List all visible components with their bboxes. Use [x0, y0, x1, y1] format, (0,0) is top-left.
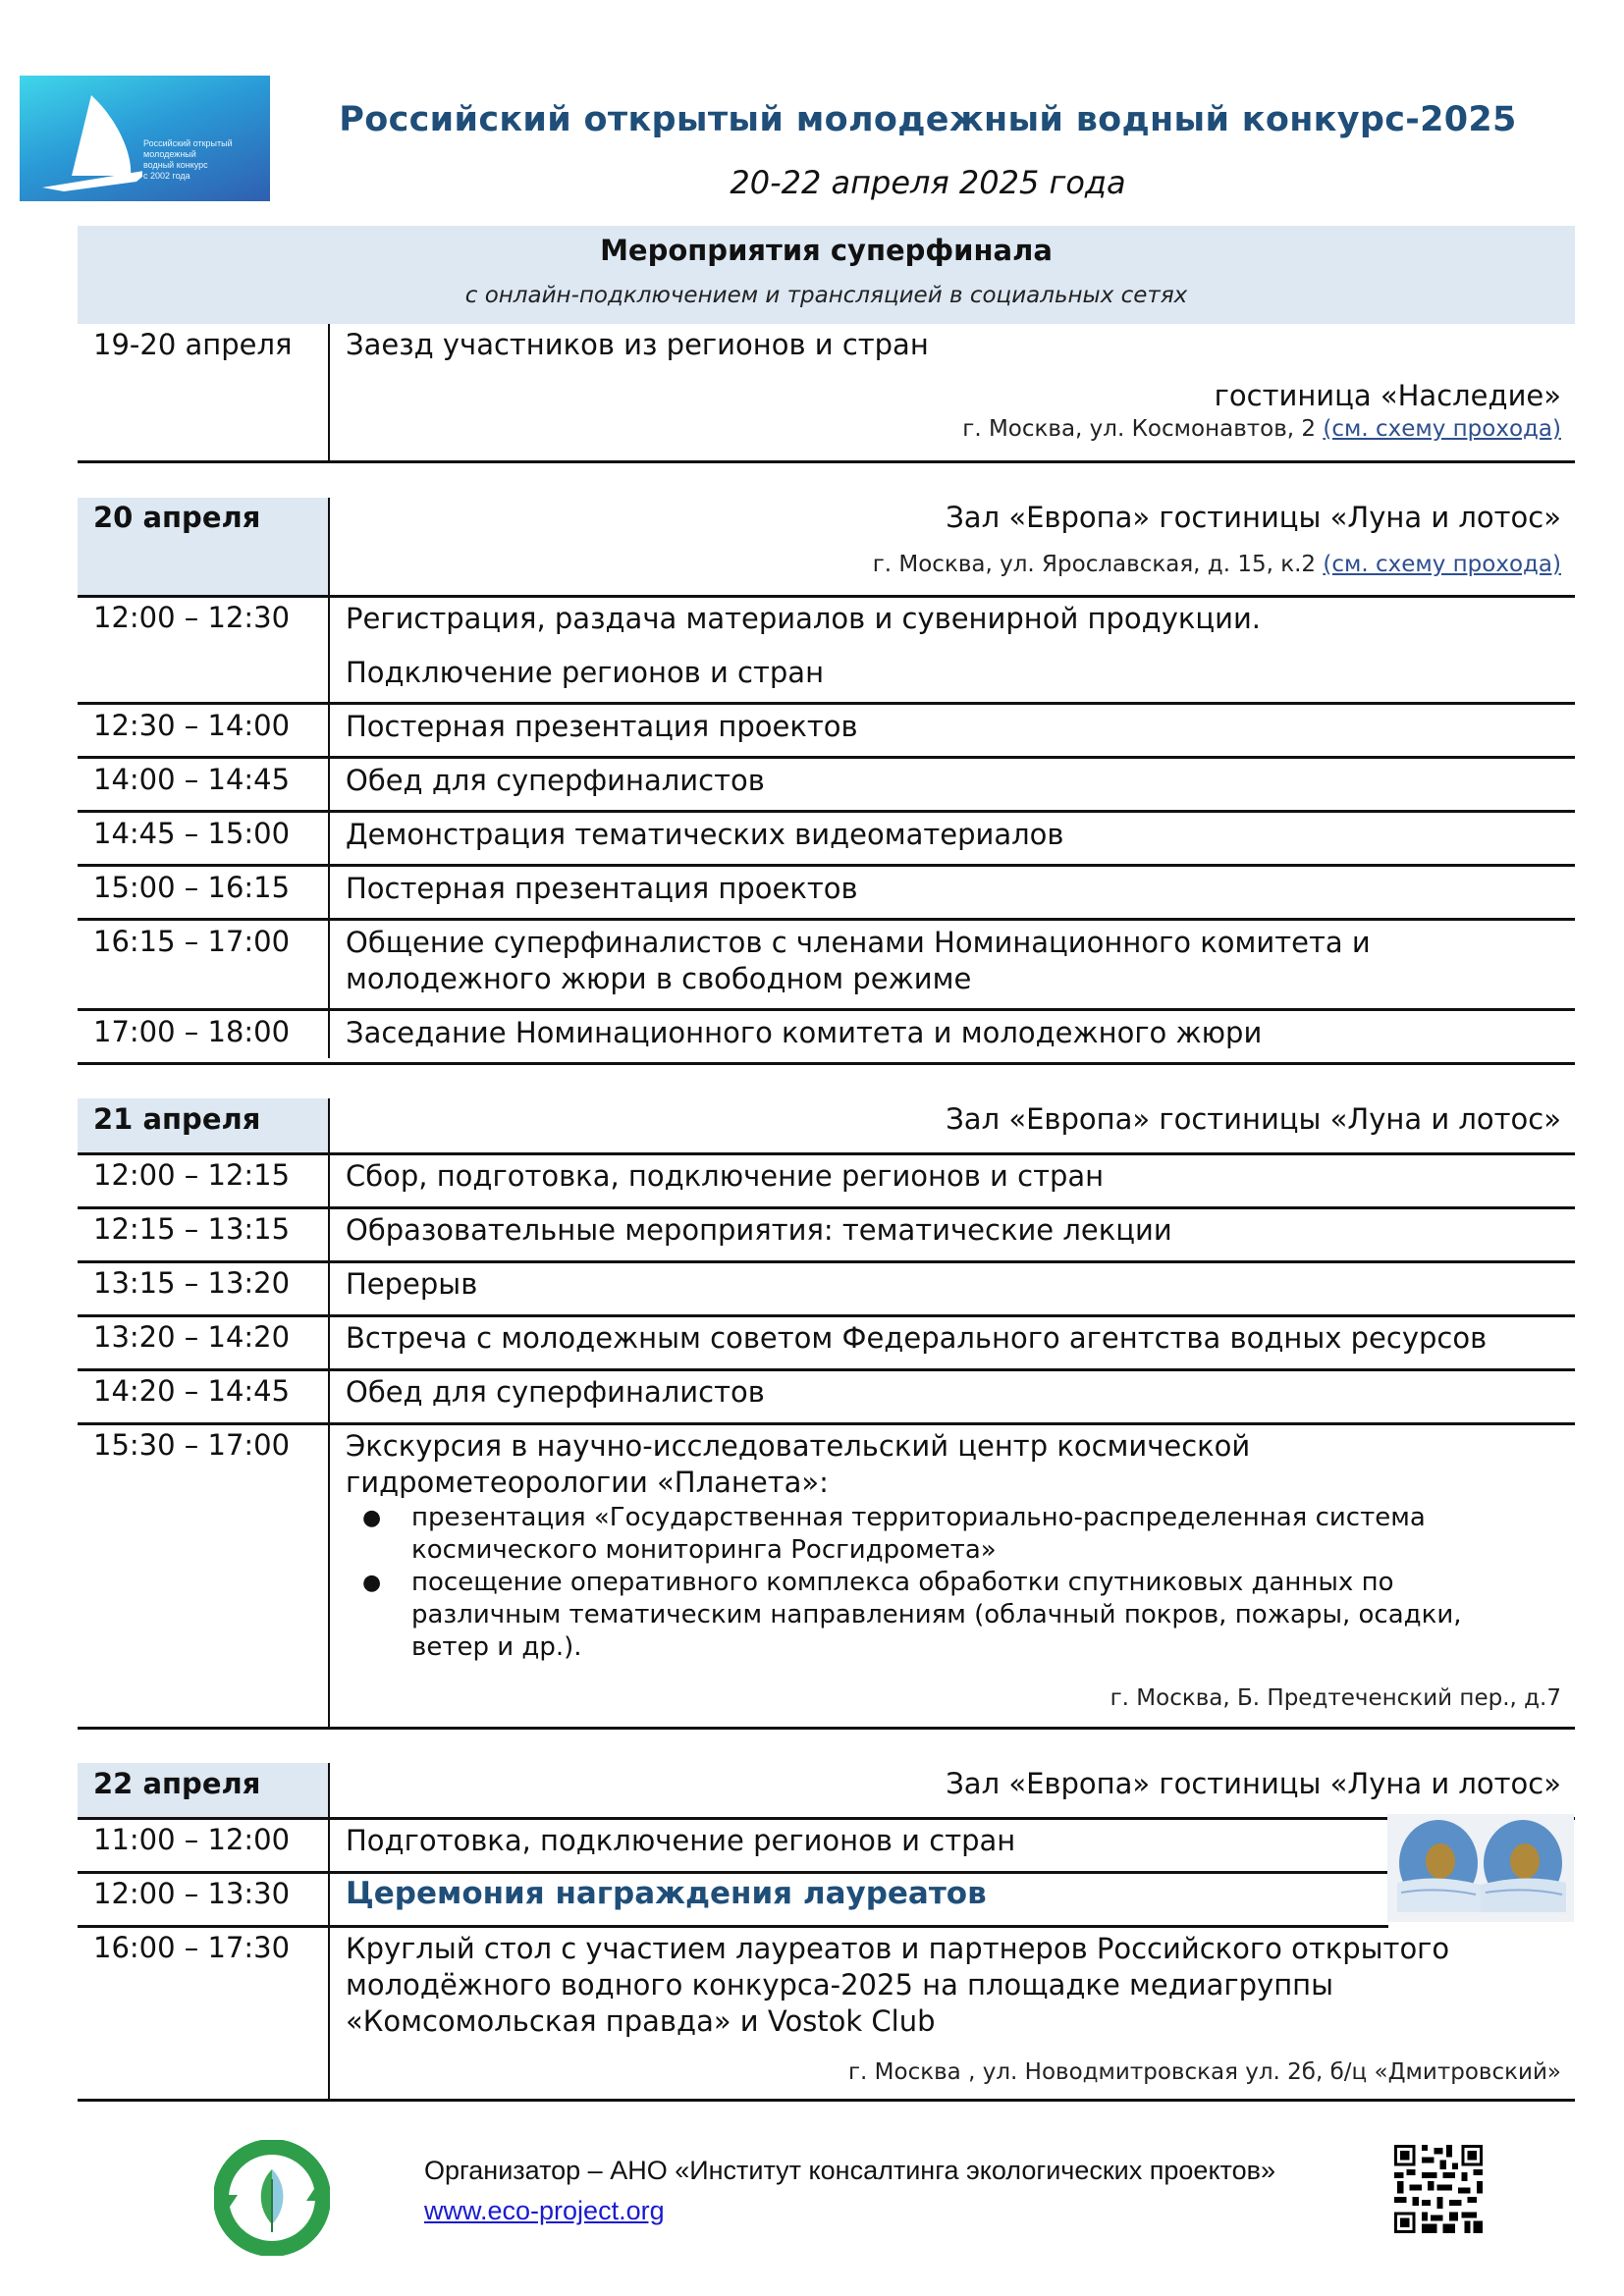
logo-line: водный конкурс — [143, 160, 208, 170]
schedule-time: 13:20 – 14:20 — [93, 1320, 291, 1354]
column-divider — [328, 324, 330, 462]
bullet-text: презентация «Государственная территориально-распределенная система — [411, 1503, 1426, 1532]
schedule-activity: Обед для суперфиналистов — [346, 764, 765, 797]
schedule-activity: Общение суперфиналистов с членами Номинационного комитета и — [346, 926, 1371, 959]
bullet-icon: ● — [362, 1571, 382, 1595]
row-divider — [78, 756, 1575, 759]
row-divider — [78, 1368, 1575, 1371]
bullet-text: космического мониторинга Росгидромета» — [411, 1535, 997, 1565]
schedule-activity: Перерыв — [346, 1267, 478, 1301]
row-divider — [78, 1062, 1575, 1065]
event-dates: 20-22 апреля 2025 года — [730, 164, 1126, 201]
arrival-venue: гостиница «Наследие» — [1214, 379, 1561, 412]
row-divider — [78, 1314, 1575, 1317]
schedule-activity: «Комсомольская правда» и Vostok Club — [346, 2004, 936, 2038]
row-divider — [78, 595, 1575, 598]
schedule-activity: молодёжного водного конкурса-2025 на площадке медиагруппы — [346, 1968, 1334, 2002]
contest-logo — [20, 76, 270, 201]
row-divider — [78, 2099, 1575, 2102]
day22-venue: Зал «Европа» гостиницы «Луна и лотос» — [946, 1767, 1561, 1800]
schedule-activity: Демонстрация тематических видеоматериалов — [346, 818, 1064, 851]
row-divider — [78, 1925, 1388, 1928]
schedule-activity: Подключение регионов и стран — [346, 656, 825, 689]
column-divider — [328, 1763, 330, 2100]
day20-venue: Зал «Европа» гостиницы «Луна и лотос» — [946, 501, 1561, 534]
bullet-text: различным тематическим направлениям (облачный покров, пожары, осадки, — [411, 1600, 1462, 1629]
row-divider — [78, 1727, 1575, 1730]
column-divider — [328, 1098, 330, 1728]
logo-line: с 2002 года — [143, 171, 190, 181]
day21-venue: Зал «Европа» гостиницы «Луна и лотос» — [946, 1102, 1561, 1136]
schedule-time: 12:00 – 12:30 — [93, 601, 291, 634]
schedule-time: 15:00 – 16:15 — [93, 871, 291, 904]
day21-date: 21 апреля — [93, 1102, 261, 1136]
schedule-time: 13:15 – 13:20 — [93, 1266, 291, 1300]
arrival-date: 19-20 апреля — [93, 328, 293, 361]
section-title: Мероприятия суперфинала — [600, 234, 1053, 267]
bullet-item — [346, 1502, 1462, 1567]
arrival-address: г. Москва, ул. Космонавтов, 2 — [962, 416, 1317, 442]
row-divider — [78, 702, 1575, 705]
schedule-time: 11:00 – 12:00 — [93, 1823, 291, 1856]
schedule-activity: Обед для суперфиналистов — [346, 1375, 765, 1409]
schedule-time: 12:15 – 13:15 — [93, 1212, 291, 1246]
organizer-text: Организатор – АНО «Институт консалтинга экологических проектов» — [424, 2156, 1275, 2185]
arrival-address-line — [962, 416, 1561, 442]
arrival-text: Заезд участников из регионов и стран — [346, 328, 929, 361]
schedule-time: 12:30 – 14:00 — [93, 709, 291, 742]
schedule-time: 16:00 – 17:30 — [93, 1931, 291, 1964]
award-trophies-image — [1387, 1814, 1574, 1922]
logo-line: Российский открытый — [143, 138, 233, 148]
organizer-website-link[interactable]: www.eco-project.org — [424, 2196, 665, 2225]
roundtable-address: г. Москва , ул. Новодмитровская ул. 2б, б/ц «Дмитровский» — [847, 2059, 1561, 2085]
schedule-activity: гидрометеорологии «Планета»: — [346, 1466, 829, 1499]
schedule-time: 14:45 – 15:00 — [93, 817, 291, 850]
schedule-time: 14:20 – 14:45 — [93, 1374, 291, 1408]
schedule-time: 15:30 – 17:00 — [93, 1428, 291, 1462]
schedule-time: 14:00 – 14:45 — [93, 763, 291, 796]
excursion-address: г. Москва, Б. Предтеченский пер., д.7 — [1110, 1685, 1561, 1711]
row-divider — [78, 1871, 1388, 1874]
sailboat-icon — [34, 85, 142, 198]
schedule-activity: Встреча с молодежным советом Федерального агентства водных ресурсов — [346, 1321, 1488, 1355]
row-divider — [78, 1206, 1575, 1209]
trophy-icon — [1387, 1814, 1574, 1922]
page-title: Российский открытый молодежный водный конкурс-2025 — [339, 100, 1517, 139]
section-subtitle: с онлайн-подключением и трансляцией в социальных сетях — [464, 283, 1188, 308]
row-divider — [78, 1422, 1575, 1425]
column-divider — [328, 498, 330, 1058]
logo-line: молодежный — [143, 149, 196, 159]
eco-institute-logo-icon — [214, 2140, 330, 2256]
schedule-activity: молодежного жюри в свободном режиме — [346, 962, 972, 995]
day22-date: 22 апреля — [93, 1767, 261, 1800]
schedule-activity: Подготовка, подключение регионов и стран — [346, 1824, 1016, 1857]
schedule-activity: Сбор, подготовка, подключение регионов и стран — [346, 1159, 1105, 1193]
bullet-item — [346, 1567, 1462, 1664]
bullet-icon: ● — [362, 1506, 382, 1530]
logo-caption — [143, 138, 269, 182]
schedule-time: 12:00 – 13:30 — [93, 1877, 291, 1910]
day20-address: г. Москва, ул. Ярославская, д. 15, к.2 — [872, 552, 1317, 577]
day20-route-link[interactable]: (см. схему прохода) — [1323, 552, 1561, 577]
row-divider — [78, 1260, 1575, 1263]
row-divider — [78, 1008, 1575, 1011]
bullet-text: посещение оперативного комплекса обработки спутниковых данных по — [411, 1568, 1394, 1597]
excursion-bullet-list — [346, 1502, 1462, 1664]
day20-address-line — [873, 552, 1561, 577]
row-divider — [78, 864, 1575, 867]
row-divider — [78, 1817, 1575, 1820]
schedule-time: 16:15 – 17:00 — [93, 925, 291, 958]
qr-code-icon[interactable] — [1394, 2145, 1483, 2233]
schedule-time: 17:00 – 18:00 — [93, 1015, 291, 1048]
schedule-activity: Образовательные мероприятия: тематические лекции — [346, 1213, 1172, 1247]
schedule-activity: Регистрация, раздача материалов и сувенирной продукции. — [346, 602, 1262, 635]
row-divider — [78, 460, 1575, 463]
arrival-route-link[interactable]: (см. схему прохода) — [1323, 416, 1561, 442]
bullet-text: ветер и др.). — [411, 1632, 582, 1662]
schedule-activity: Экскурсия в научно-исследовательский центр космической — [346, 1429, 1251, 1463]
ceremony-title: Церемония награждения лауреатов — [346, 1876, 987, 1911]
row-divider — [78, 810, 1575, 813]
schedule-time: 12:00 – 12:15 — [93, 1158, 291, 1192]
schedule-activity: Постерная презентация проектов — [346, 710, 858, 743]
section-header-band — [78, 226, 1575, 324]
day20-date: 20 апреля — [93, 501, 261, 534]
schedule-activity: Заседание Номинационного комитета и молодежного жюри — [346, 1016, 1263, 1049]
row-divider — [78, 918, 1575, 921]
schedule-activity: Постерная презентация проектов — [346, 872, 858, 905]
row-divider — [78, 1152, 1575, 1155]
schedule-activity: Круглый стол с участием лауреатов и партнеров Российского открытого — [346, 1932, 1450, 1965]
